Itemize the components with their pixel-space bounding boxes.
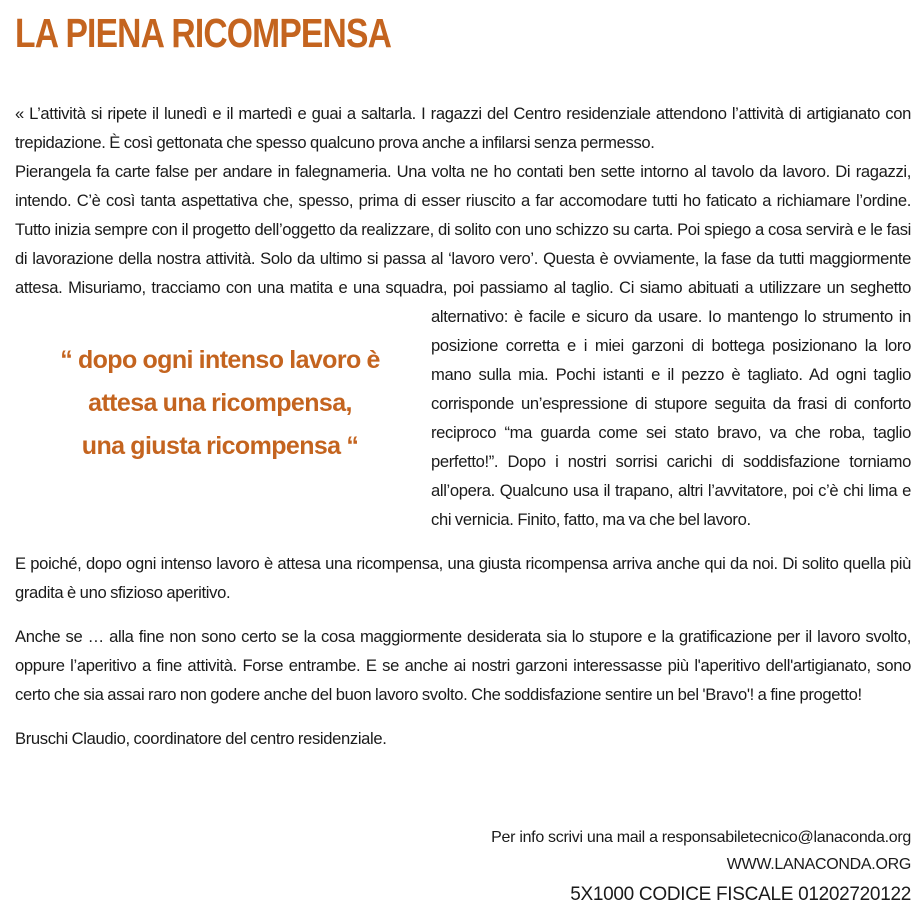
footer-website: WWW.LANACONDA.ORG (726, 856, 911, 873)
paragraph-workshop-part2: abituati a utilizzare un seghetto alternativo: è facile e sicuro da usare. Io mantengo lo strumento in posizione corretta e i miei garzoni di bottega posizionano la loro mano sulla mia. Pochi istanti e il pezzo è tagliato. Ad ogni taglio corrisponde un’espressione di stupore seguita da frasi di conforto reciproco “ma guarda come sei stato bravo, va che roba, taglio perfetto!”. Dopo i nostri sorrisi carichi di soddisfazione torniamo all’opera. Qualcuno usa il trapano, altri l’avvitatore, poi c’è chi lima e chi vernicia. Finito, fatto, ma va che bel lavoro. (431, 278, 911, 529)
pull-quote-line1: “ dopo ogni intenso lavoro è (60, 346, 380, 374)
pull-quote-line3: una giusta ricompensa “ (81, 432, 359, 460)
pull-quote (15, 305, 425, 508)
article-body (15, 99, 911, 753)
page-title: LA PIENA RICOMPENSA (15, 10, 392, 56)
footer (491, 826, 911, 910)
paragraph-workshop (15, 157, 911, 534)
author-signature: Bruschi Claudio, coordinatore del centro residenziale. (15, 729, 387, 748)
paragraph-intro: « L’attività si ripete il lunedì e il martedì e guai a saltarla. I ragazzi del Centro residenziale attendono l’attività di artigianato con trepidazione. È così gettonata che spesso qualcuno prova anche a infilarsi senza permesso. (15, 104, 911, 152)
footer-contact-email: Per info scrivi una mail a responsabiletecnico@lanaconda.org (491, 829, 911, 846)
paragraph-conclusion: Anche se … alla fine non sono certo se la cosa maggiormente desiderata sia lo stupore e la gratificazione per il lavoro svolto, oppure l’aperitivo a fine attività. Forse entrambe. E se anche ai nostri garzoni interessasse più l'aperitivo dell'artigianato, sono certo che sia assai raro non godere anche del buon lavoro svolto. Che soddisfazione sentire un bel 'Bravo'! a fine progetto! (15, 627, 911, 704)
paragraph-reward: E poiché, dopo ogni intenso lavoro è attesa una ricompensa, una giusta ricompensa arriva anche qui da noi. Di solito quella più gradita è uno sfizioso aperitivo. (15, 554, 911, 602)
footer-tax-code: 5X1000 CODICE FISCALE 01202720122 (570, 884, 911, 905)
paragraph-workshop-part1: Pierangela fa carte false per andare in falegnameria. Una volta ne ho contati ben sette intorno al tavolo da lavoro. Di ragazzi, intendo. C’è così tanta aspettativa che, spesso, prima di esser riuscito a far accomodare tutti ho faticato a richiamare l’ordine. Tutto inizia sempre con il progetto dell’oggetto da realizzare, di solito con uno schizzo su carta. Poi spiego a cosa servirà e le fasi di lavorazione della nostra attività. Solo da ultimo si passa al ‘lavoro vero’. Questa è ovviamente, la fase da tutti maggiormente attesa. Misuriamo, tracciamo con una matita e una squadra, poi passiamo al taglio. Ci siamo (15, 162, 911, 297)
pull-quote-line2: attesa una ricompensa, (88, 389, 352, 417)
